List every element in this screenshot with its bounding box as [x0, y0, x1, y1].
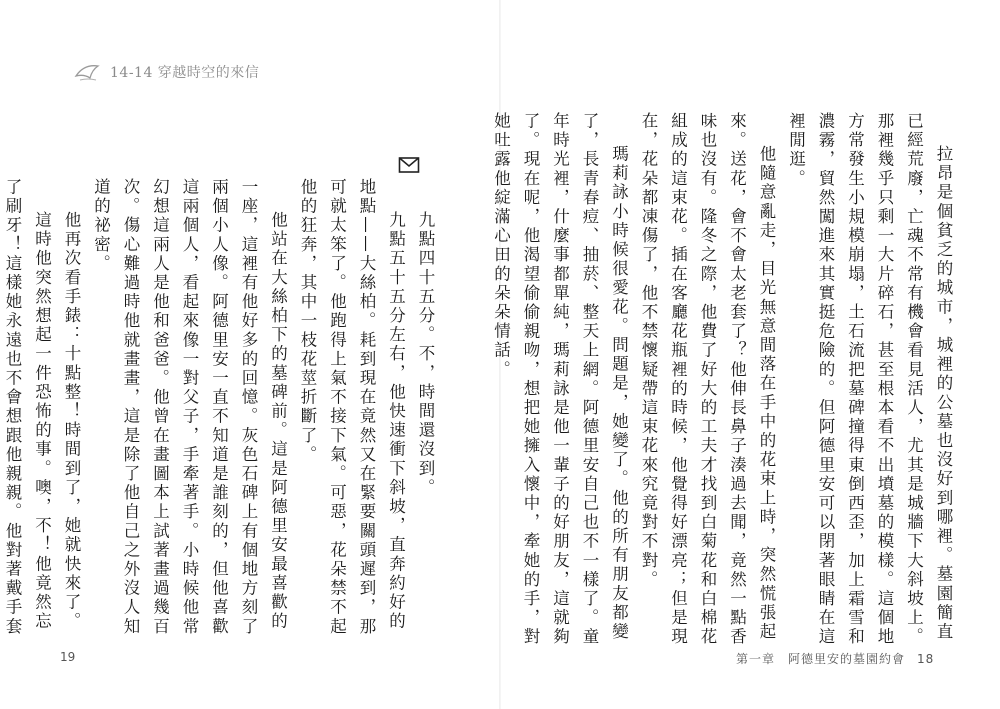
right-page-number: 18 [917, 652, 935, 666]
paragraph: 九點四十五分。不，時間還沒到。 [416, 211, 435, 498]
left-page-number: 19 [60, 650, 76, 664]
chapter-header-title: 14-14 穿越時空的來信 [110, 65, 260, 81]
paragraph: 瑪莉詠小時候很愛花。問題是，她變了。他的所有朋友都變了，長青春痘、抽菸、整天上網。阿德里安自己也不一樣了。童年時光裡，什麼事都單純，瑪莉詠是他一輩子的好朋友，這就夠了。現在呢，他渴望偷偷親吻，想把她擁入懷中，牽她的手，對她吐露他綻滿心田的朵朵情話。 [491, 112, 629, 647]
running-footer-title: 第一章 阿德里安的墓園約會 [736, 652, 906, 666]
envelope-icon [398, 156, 420, 174]
right-page-footer [736, 650, 934, 667]
paragraph: 他站在大絲柏下的墓碑前。這是阿德里安最喜歡的一座，這裡有他好多的回憶。灰色石碑上有個地方刻了兩個小人像。阿德里安一直不知道是誰刻的，但他喜歡這兩個人，看起來像一對父子，手牽著手。小時候他常幻想這兩人是他和爸爸。他曾在畫圖本上試著畫過幾百次。傷心難過時他就畫畫，這是除了他自己之外沒人知道的祕密。 [91, 178, 288, 637]
right-page-text [491, 112, 958, 652]
running-header [74, 60, 314, 84]
paragraph: 九點五十五分左右，他快速衝下斜坡，直奔約好的地點——大絲柏。耗到現在竟然又在緊要關頭遲到，那可就太笨了。他跑得上氣不接下氣。可惡，花朵禁不起他的狂奔，其中一枝花莖折斷了。 [298, 178, 406, 637]
left-page-text [3, 178, 440, 648]
paragraph: 他隨意亂走，目光無意間落在手中的花束上時，突然慌張起來。送花，會不會太老套了？他伸長鼻子湊過去聞，竟然一點香味也沒有。隆冬之際，他費了好大的工夫才找到白菊花和白棉花組成的這束花。插在客廳花瓶裡的時候，他覺得好漂亮；但是現在，花朵都凍傷了，他不禁懷疑帶這束花來究竟對不對。 [639, 112, 776, 647]
paragraph: 拉昂是個貧乏的城市，城裡的公墓也沒好到哪裡。墓園簡直已經荒廢，亡魂不常有機會看見活人，尤其是城牆下大斜坡上。那裡幾乎只剩一大片碎石，甚至根本看不出墳墓的模樣。這個地方常發生小規模崩塌，土石流把墓碑撞得東倒西歪，加上霜雪和濃霧，貿然闖進來其實挺危險的。但阿德里安可以閉著眼睛在這裡閒逛。 [786, 112, 953, 647]
paragraph: 這時他突然想起一件恐怖的事。噢，不！他竟然忘了刷牙！這樣她永遠也不會想跟他親親。他對著戴手套 [3, 178, 52, 637]
book-logo-icon [74, 60, 106, 84]
paragraph: 他再次看手錶：十點整！時間到了，她就快來了。 [62, 211, 81, 632]
